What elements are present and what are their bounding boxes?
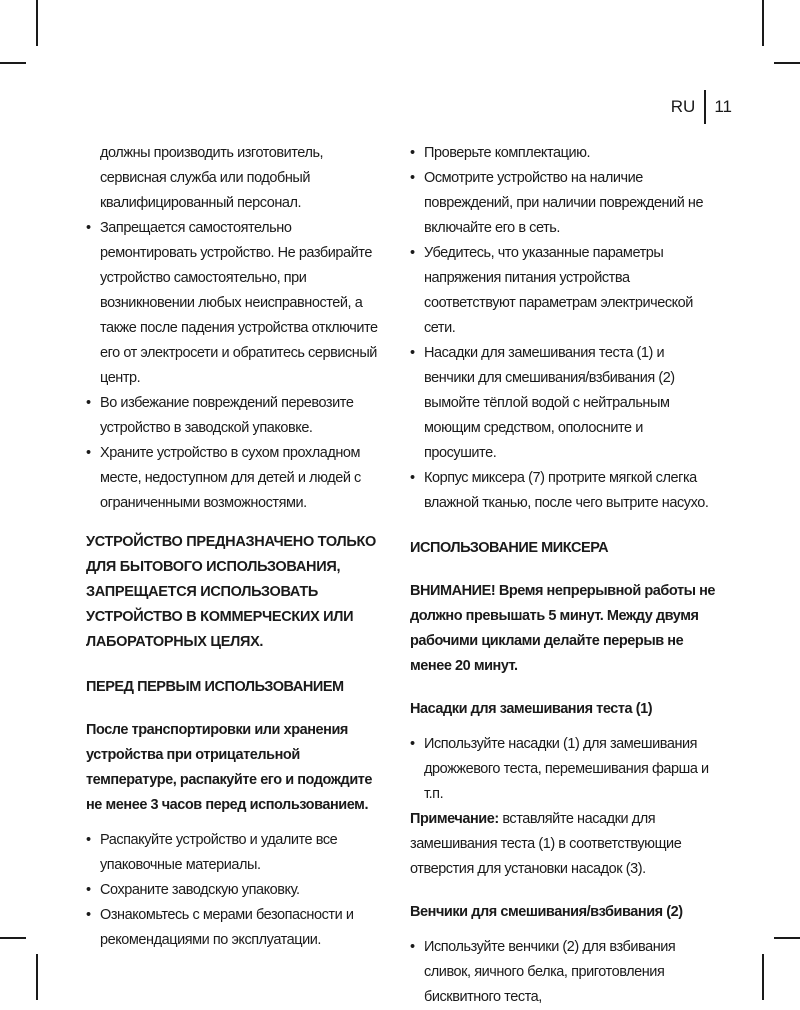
list-item: • Распакуйте устройство и удалите все упаковочные материалы. xyxy=(86,828,388,878)
section-title: ИСПОЛЬЗОВАНИЕ МИКСЕРА xyxy=(410,540,609,556)
header-divider xyxy=(704,90,706,124)
crop-mark xyxy=(762,954,764,1000)
list-item: • Используйте венчики (2) для взбивания сливок, яичного белка, приготовления бисквитного теста, xyxy=(410,935,716,1010)
crop-mark xyxy=(762,0,764,46)
list-item: • Осмотрите устройство на наличие повреждений, при наличии повреждений не включайте его в сеть. xyxy=(410,166,716,241)
hooks-list xyxy=(410,732,716,807)
list-item: • Во избежание повреждений перевозите устройство в заводской упаковке. xyxy=(86,391,388,441)
note-text: вставляйте насадки для замешивания теста (1) в соответствующие отверстия для установки насадок (3). xyxy=(410,811,682,877)
subsection-title: Насадки для замешивания теста (1) xyxy=(410,701,653,717)
crop-mark xyxy=(0,62,26,64)
transport-note: После транспортировки или хранения устройства при отрицательной температуре, распакуйте его и подождите не менее 3 часов перед использованием. xyxy=(86,722,373,813)
list-item: • Ознакомьтесь с мерами безопасности и рекомендациями по эксплуатации. xyxy=(86,903,388,953)
section-title: ПЕРЕД ПЕРВЫМ ИСПОЛЬЗОВАНИЕМ xyxy=(86,679,344,695)
preparation-list xyxy=(410,141,716,516)
safety-list xyxy=(86,216,388,516)
left-column xyxy=(86,141,388,953)
list-item: • Убедитесь, что указанные параметры напряжения питания устройства соответствуют параметрам электрической сети. xyxy=(410,241,716,341)
language-code: RU xyxy=(670,97,696,116)
list-item: • Используйте насадки (1) для замешивания дрожжевого теста, перемешивания фарша и т.п. xyxy=(410,732,716,807)
household-use-warning: УСТРОЙСТВО ПРЕДНАЗНАЧЕНО ТОЛЬКО ДЛЯ БЫТОВОГО ИСПОЛЬЗОВАНИЯ, ЗАПРЕЩАЕТСЯ ИСПОЛЬЗОВАТЬ УСТРОЙСТВО В КОММЕРЧЕСКИХ ИЛИ ЛАБОРАТОРНЫХ ЦЕЛЯХ. xyxy=(86,534,376,650)
crop-mark xyxy=(774,62,800,64)
first-use-list xyxy=(86,828,388,953)
attention-note: ВНИМАНИЕ! Время непрерывной работы не должно превышать 5 минут. Между двумя рабочими циклами делайте перерыв не менее 20 минут. xyxy=(410,583,716,674)
crop-mark xyxy=(0,937,26,939)
crop-mark xyxy=(36,0,38,46)
crop-mark xyxy=(774,937,800,939)
bullet-continuation: должны производить изготовитель, сервисная служба или подобный квалифицированный персонал. xyxy=(100,145,324,211)
page-header xyxy=(671,90,732,124)
subsection-title: Венчики для смешивания/взбивания (2) xyxy=(410,904,683,920)
list-item: • Насадки для замешивания теста (1) и венчики для смешивания/взбивания (2) вымойте тёплой водой с нейтральным моющим средством, ополосните и просушите. xyxy=(410,341,716,466)
list-item: • Проверьте комплектацию. xyxy=(410,141,716,166)
crop-mark xyxy=(36,954,38,1000)
note-label: Примечание: xyxy=(410,811,499,827)
right-column xyxy=(410,141,716,1010)
note-paragraph xyxy=(410,807,716,882)
list-item: • Корпус миксера (7) протрите мягкой слегка влажной тканью, после чего вытрите насухо. xyxy=(410,466,716,516)
list-item: • Сохраните заводскую упаковку. xyxy=(86,878,388,903)
list-item: • Храните устройство в сухом прохладном месте, недоступном для детей и людей с ограниченными возможностями. xyxy=(86,441,388,516)
whisks-list xyxy=(410,935,716,1010)
page-number: 11 xyxy=(714,97,732,116)
list-item: • Запрещается самостоятельно ремонтировать устройство. Не разбирайте устройство самостоятельно, при возникновении любых неисправностей, а также после падения устройства отключите его от электросети и обратитесь сервисный центр. xyxy=(86,216,388,391)
